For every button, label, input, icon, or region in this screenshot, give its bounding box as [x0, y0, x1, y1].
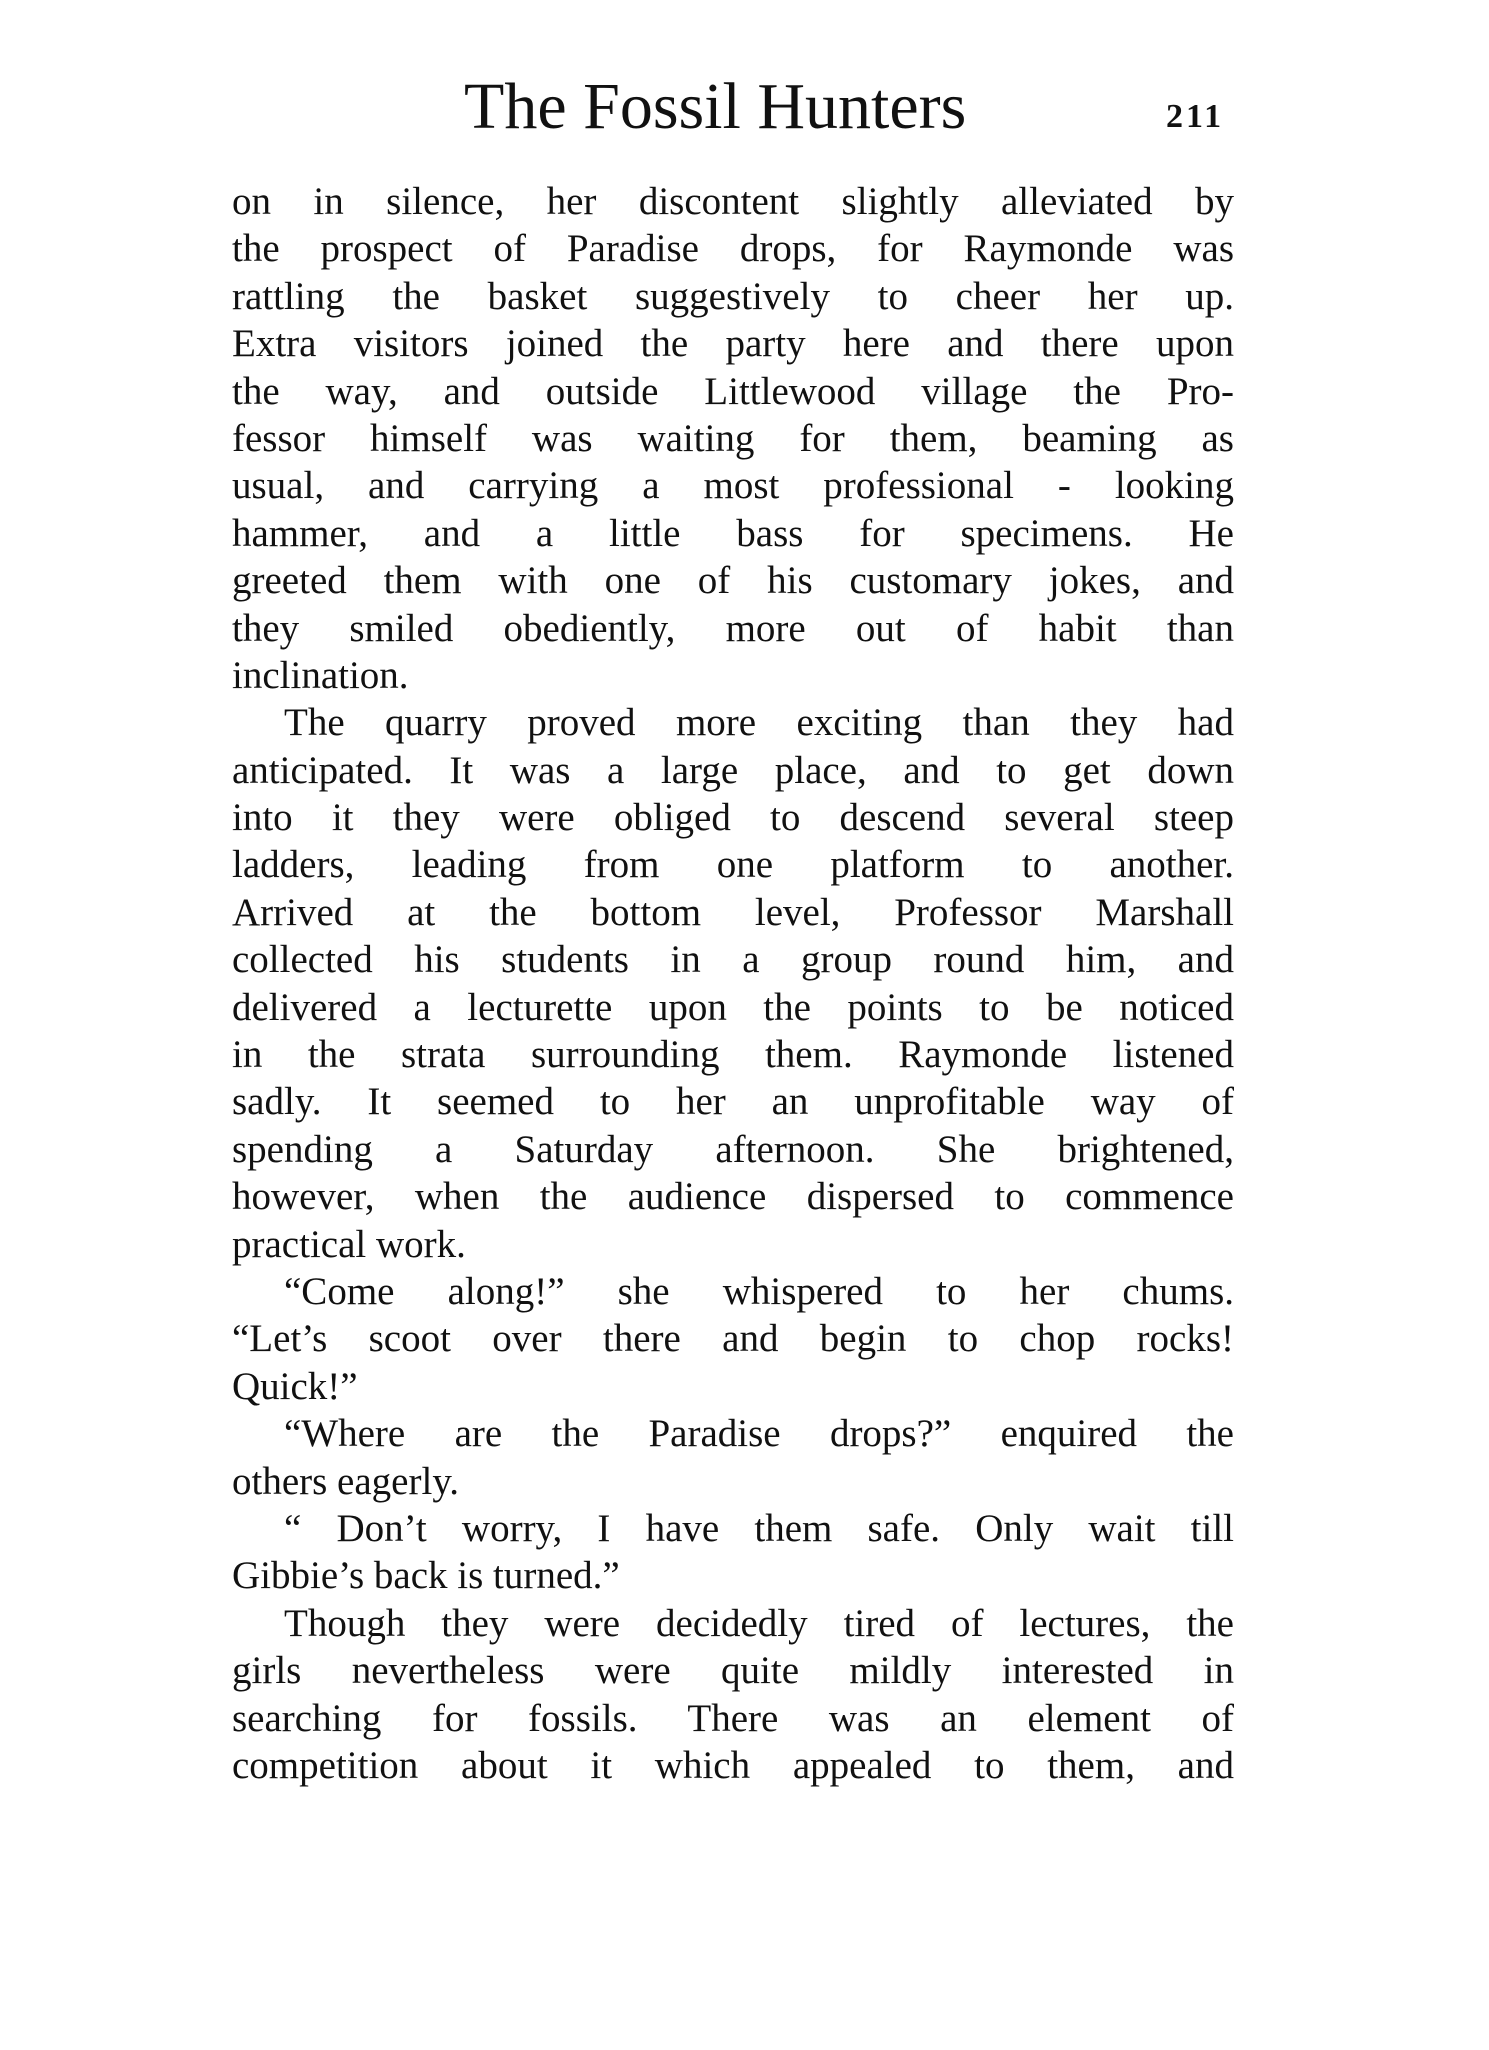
- text-line: others eagerly.: [232, 1459, 460, 1503]
- text-line: on in silence, her discontent slightly alleviated by: [232, 180, 1234, 223]
- text-line: hammer, and a little bass for specimens. He: [232, 511, 1234, 555]
- text-line: in the strata surrounding them. Raymonde listened: [232, 1033, 1234, 1077]
- text-line: rattling the basket suggestively to cheer her up.: [232, 274, 1234, 318]
- text-line: ladders, leading from one platform to another.: [232, 843, 1234, 887]
- text-line: the prospect of Paradise drops, for Raymonde was: [232, 227, 1234, 271]
- body-text: [232, 178, 1234, 1789]
- text-line: into it they were obliged to descend several steep: [232, 796, 1234, 840]
- text-line: searching for fossils. There was an element of: [232, 1696, 1234, 1740]
- text-line: delivered a lecturette upon the points to be noticed: [232, 985, 1234, 1029]
- text-line: the way, and outside Littlewood village the Pro-: [232, 369, 1234, 413]
- text-line: The quarry proved more exciting than they had: [284, 701, 1234, 745]
- text-line: competition about it which appealed to them, and: [232, 1743, 1234, 1787]
- text-line: “ Don’t worry, I have them safe. Only wait till: [284, 1506, 1234, 1550]
- text-line: “Where are the Paradise drops?” enquired the: [284, 1412, 1234, 1456]
- text-line: practical work.: [232, 1222, 466, 1266]
- text-line: Arrived at the bottom level, Professor Marshall: [232, 890, 1234, 934]
- text-line: Quick!”: [232, 1364, 358, 1408]
- text-line: inclination.: [232, 653, 409, 697]
- text-line: girls nevertheless were quite mildly interested in: [232, 1649, 1234, 1693]
- text-line: spending a Saturday afternoon. She brightened,: [232, 1127, 1234, 1171]
- text-line: anticipated. It was a large place, and to get down: [232, 748, 1234, 792]
- text-line: fessor himself was waiting for them, beaming as: [232, 416, 1234, 460]
- text-line: usual, and carrying a most professional - looking: [232, 464, 1234, 508]
- text-line: “Let’s scoot over there and begin to chop rocks!: [232, 1317, 1234, 1361]
- text-line: Gibbie’s back is turned.”: [232, 1554, 620, 1598]
- text-line: collected his students in a group round him, and: [232, 938, 1234, 982]
- text-line: Though they were decidedly tired of lectures, the: [284, 1601, 1234, 1645]
- text-line: greeted them with one of his customary jokes, and: [232, 559, 1234, 603]
- page-number: 211: [1166, 98, 1225, 135]
- text-line: sadly. It seemed to her an unprofitable way of: [232, 1080, 1234, 1124]
- text-line: they smiled obediently, more out of habit than: [232, 606, 1234, 650]
- text-line: however, when the audience dispersed to commence: [232, 1175, 1234, 1219]
- text-line: “Come along!” she whispered to her chums.: [284, 1269, 1234, 1313]
- text-line: Extra visitors joined the party here and there upon: [232, 322, 1234, 366]
- running-title: The Fossil Hunters: [464, 70, 967, 143]
